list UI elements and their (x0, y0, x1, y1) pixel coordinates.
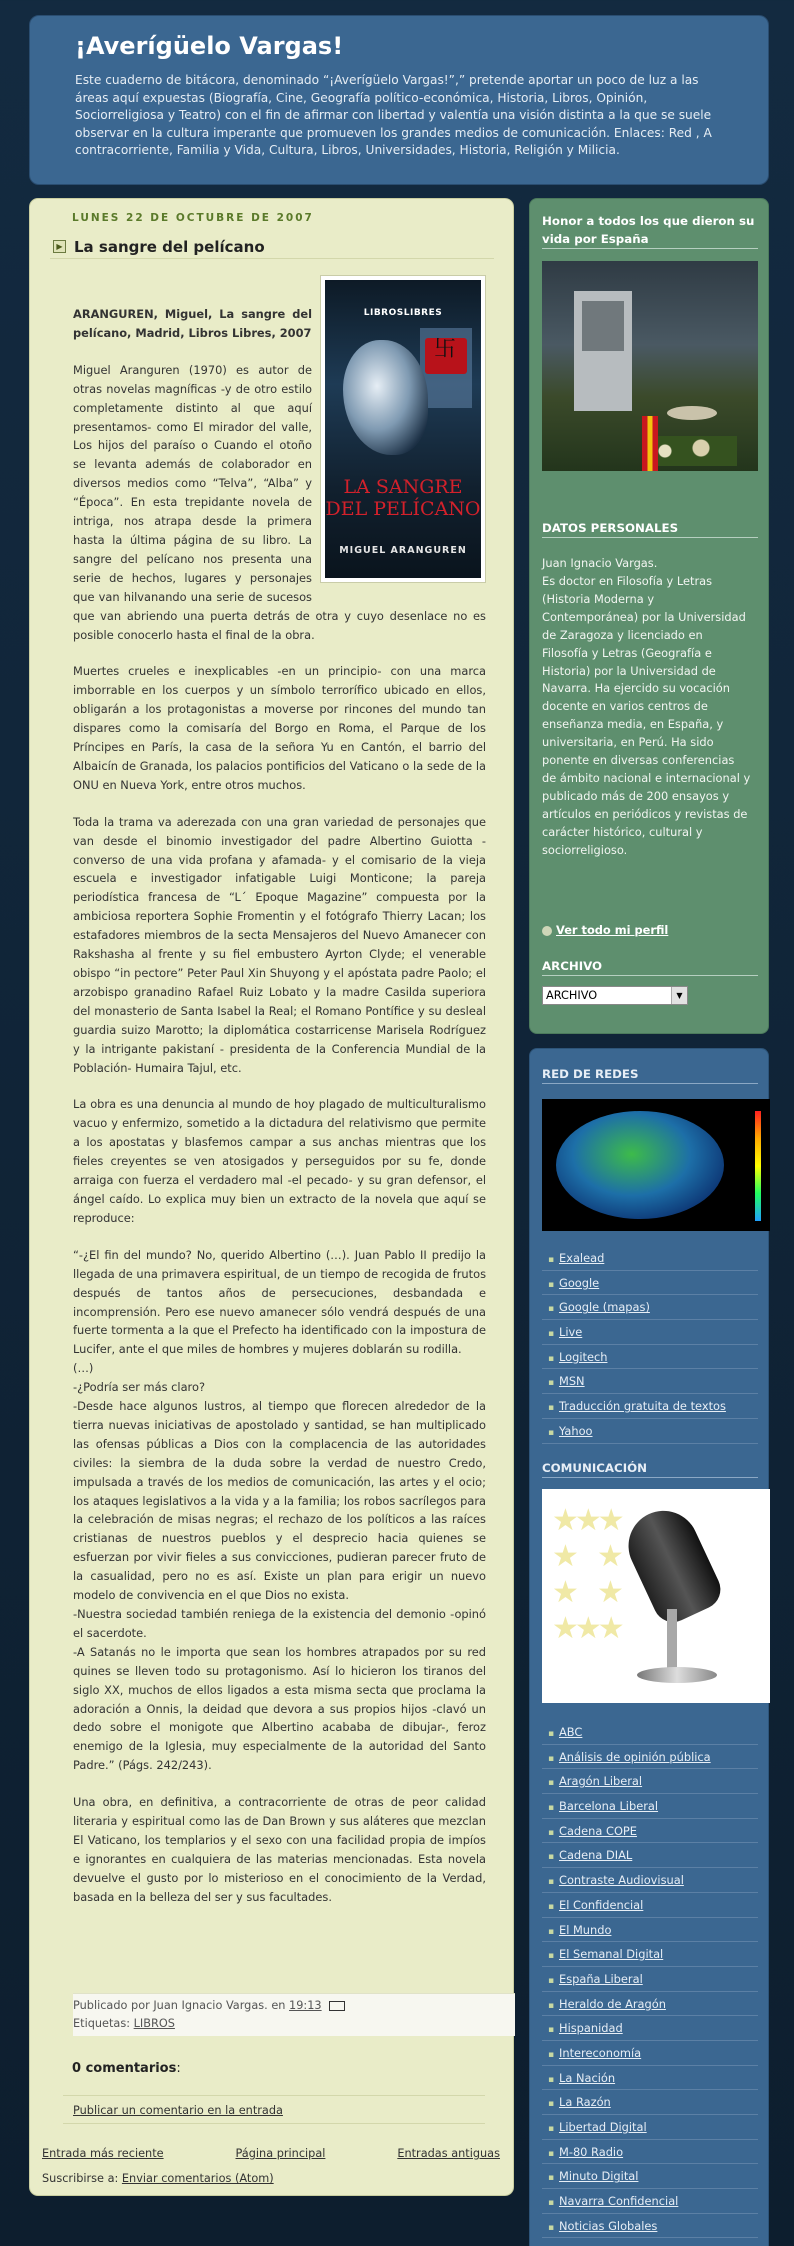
sidebar-links-box (529, 1048, 769, 2246)
quote-line: -Desde hace algunos lustros, al tiempo que florecen alrededor de la tierra nuevas iniciativas de apostolado y santidad, se han multiplicado las ofensas públicas a Dios con la complacencia de las autoridades civiles: la siembra de la duda sobre la verdad de nuestro Credo, impulsada a través de los medios de comunicación, las artes y el ocio; los ataques legislativos a la vida y a la familia; los robos sacrílegos para la celebración de misas negras; el rechazo de los políticos a las raíces cristianas de nuestros pueblos y el desprecio hacia quienes se esfuerzan por vivir fieles a sus convicciones, pudieran parecer fruto de la casualidad, pero no es así. Existe un plan para erigir un nuevo modelo de convivencia en el que Dios no exista. (73, 1399, 486, 1603)
personal-data-title: DATOS PERSONALES (542, 519, 758, 538)
bullet-icon: ▪ (548, 2074, 555, 2085)
blog-title[interactable]: ¡Averígüelo Vargas! (75, 32, 344, 60)
bullet-icon: ▪ (548, 1279, 555, 1290)
comunicacion-link[interactable]: El Confidencial (559, 1897, 644, 1912)
feed-prefix: Suscribirse a: (42, 2172, 119, 2185)
bullet-icon: ▪ (548, 1329, 555, 1340)
comunicacion-link[interactable]: La Nación (559, 2070, 616, 2085)
bullet-icon: ▪ (548, 2148, 555, 2159)
quote-line: -¿Podría ser más claro? (73, 1380, 205, 1395)
bullet-icon: ▪ (548, 1975, 555, 1986)
archive-title: ARCHIVO (542, 957, 758, 976)
main-column (29, 198, 514, 2196)
comunicacion-link[interactable]: Aragón Liberal (559, 1774, 643, 1789)
list-item (542, 2115, 758, 2140)
archive-dropdown-value: ARCHIVO (546, 989, 598, 1002)
redes-links (542, 1246, 758, 1444)
comunicacion-link[interactable]: El Semanal Digital (559, 1947, 664, 1962)
list-item (542, 1942, 758, 1967)
bullet-icon: ▪ (548, 2124, 555, 2134)
chevron-down-icon[interactable]: ▼ (671, 987, 687, 1004)
comunicacion-link[interactable]: Contraste Audiovisual (559, 1873, 684, 1888)
comunicacion-link[interactable]: Barcelona Liberal (559, 1799, 659, 1814)
comunicacion-link[interactable]: Hispanidad (559, 2021, 623, 2036)
book-cover-image[interactable] (320, 275, 486, 583)
older-posts-link[interactable]: Entradas antiguas (397, 2147, 500, 2160)
atom-feed-link[interactable]: Enviar comentarios (Atom) (121, 2172, 274, 2185)
bullet-icon: ▪ (548, 1378, 555, 1389)
post-paragraph: Una obra, en definitiva, a contracorriente de otras de peor calidad literaria y espiritual como las de Dan Brown y sus aláteres que mezclan El Vaticano, los templarios y el sexo con una facilidad propia de impíos e ignorantes en cualquiera de las materias mencionadas. Esta novela devuelve el gusto por lo misterioso en el conocimiento de la Verdad, basada en la belleza del ser y sus facultades. (73, 1795, 486, 1904)
list-item (542, 1843, 758, 1868)
list-item (542, 1394, 758, 1419)
bullet-icon: ▪ (548, 1729, 555, 1739)
comunicacion-link[interactable]: M-80 Radio (559, 2144, 624, 2159)
comunicacion-link[interactable]: Heraldo de Aragón (559, 1996, 666, 2011)
quote-line: (…) (73, 1361, 94, 1376)
bullet-icon: ▪ (548, 1427, 555, 1438)
bullet-icon: ▪ (548, 1852, 555, 1863)
home-link[interactable]: Página principal (235, 2147, 326, 2160)
post-comment-row (63, 2095, 485, 2124)
post-title-row (50, 235, 494, 259)
redes-link[interactable]: MSN (559, 1374, 585, 1389)
bullet-icon: ▪ (548, 2173, 555, 2184)
swastika-window-icon (425, 338, 467, 374)
comunicacion-link[interactable]: Cadena COPE (559, 1823, 637, 1838)
redes-title: RED DE REDES (542, 1065, 758, 1084)
person-icon (542, 926, 552, 936)
comunicacion-title: COMUNICACIÓN (542, 1459, 758, 1478)
memorial-photo (542, 261, 758, 471)
profile-bio: Es doctor en Filosofía y Letras (Historia Moderna y Contemporánea) por la Universidad de Zaragoza y licenciado en Filosofía y Letras (Geografía e Historia) por la Universidad de Navarra. Ha ejercido su vocación docente en varios centros de enseñanza media, en España, y universitaria, en Perú. Ha sido ponente en diversas conferencias de ámbito nacional e internacional y publicado más de 200 ensayos y artículos en periódicos y revistas de carácter histórico, cultural y sociorreligioso. (542, 574, 751, 857)
book-reference: ARANGUREN, Miguel, La sangre del pelícano, Madrid, Libros Libres, 2007 (73, 307, 312, 340)
list-item (542, 1271, 758, 1296)
quote-line: “-¿El fin del mundo? No, querido Albertino (…). Juan Pablo II predijo la llegada de una primavera espiritual, de un tiempo de recogida de frutos después de tantos años de persecuciones, desbandada e incomprensión. Pero ese nuevo amanecer sólo vendrá después de una fuerte tormenta a la que el Prefecto ha identificado con la impostura de Lucifer, ante el que miles de hombres y mujeres doblarán su rodilla. (73, 1247, 486, 1357)
bullet-icon: ▪ (548, 2025, 555, 2036)
bullet-icon: ▪ (548, 1877, 555, 1888)
view-profile-link[interactable]: Ver todo mi perfil (556, 923, 669, 937)
post-comment-link[interactable]: Publicar un comentario en la entrada (73, 2104, 283, 2117)
comunicacion-link[interactable]: Navarra Confidencial (559, 2194, 679, 2209)
redes-link[interactable]: Yahoo (559, 1423, 593, 1438)
comments-heading (72, 2061, 181, 2076)
redes-link[interactable]: Traducción gratuita de textos (559, 1399, 726, 1414)
redes-link[interactable]: Google (mapas) (559, 1300, 650, 1315)
comunicacion-link[interactable]: ABC (559, 1725, 583, 1739)
book-cover-author: MIGUEL ARANGUREN (339, 545, 467, 556)
bullet-icon: ▪ (548, 1778, 555, 1789)
list-item (542, 2041, 758, 2066)
redes-link[interactable]: Live (559, 1325, 583, 1340)
list-item (542, 2066, 758, 2091)
label-link[interactable]: LIBROS (133, 2017, 175, 2030)
list-item (542, 1893, 758, 1918)
list-item (542, 1967, 758, 1992)
bullet-icon: ▪ (548, 1304, 555, 1315)
list-item (542, 1769, 758, 1794)
comunicacion-link[interactable]: Intereconomía (559, 2045, 642, 2060)
feed-links (42, 2172, 274, 2185)
post-paragraph: Toda la trama va aderezada con una gran variedad de personajes que van desde el binomio investigador del padre Albertino Guiotta -converso de una vida profana y afamada- y el comisario de la vieja escuela e investigador infatigable Luigi Monticone; la pareja periodística francesa de “L´ Epoque Magazine” compuesta por la ambiciosa reportera Sophie Fromentin y el fotógrafo Thierry Lacan; los estafadores miembros de la secta Mensajeros del Nuevo Amanecer con Rakshasha al frente y su fiel embustero Ayrton Clyde; el venerable obispo “in pectore” Peter Paul Xin Shuyong y el apóstata padre Paolo; el arzobispo granadino Rafael Ruiz Lobato y la madre Casilda superiora del monasterio de Santa Isabel la Real; el Romano Pontífice y su desleal guardia suizo Marotto; la diplomática costarricense Marisela Rodríguez y la intrigante pakistaní - presidenta de la Conferencia Mundial de la Población- Humaira Tajul, etc. (73, 814, 486, 1075)
bullet-icon: ▪ (548, 1255, 555, 1265)
archive-dropdown[interactable] (542, 986, 688, 1005)
newer-post-link[interactable]: Entrada más reciente (42, 2147, 164, 2160)
redes-link[interactable]: Google (559, 1275, 600, 1290)
profile-link-row (542, 923, 668, 937)
comunicacion-link[interactable]: La Razón (559, 2095, 611, 2110)
bullet-icon: ▪ (548, 1926, 555, 1937)
bullet-icon: ▪ (548, 2049, 555, 2060)
post-title[interactable]: La sangre del pelícano (74, 237, 265, 256)
bullet-icon: ▪ (548, 1353, 555, 1364)
email-post-icon[interactable] (329, 2001, 345, 2011)
labels-prefix: Etiquetas: (73, 2017, 131, 2030)
list-item (542, 1868, 758, 1893)
bullet-icon: ▪ (548, 1803, 555, 1814)
post-body (73, 275, 486, 1925)
quote-line: -Nuestra sociedad también reniega de la existencia del demonio -opinó el sacerdote. (73, 1607, 486, 1640)
microphone-image: ★★★ ★ ★ ★ ★ ★★★ (542, 1489, 770, 1703)
post-paragraph: La obra es una denuncia al mundo de hoy plagado de multiculturalismo vacuo y enfermizo, sometido a la dictadura del relativismo que permite a los apostatas y blasfemos campar a sus anchas mientras que los fieles creyentes se ven atosigados y perseguidos por su fe, donde arraiga con fuerza el verdadero mal -el pecado- y su gran defensor, el ángel caído. Lo explica muy bien un extracto de la novela que aquí se reproduce: (73, 1097, 486, 1225)
bullet-icon: ▪ (548, 1403, 555, 1414)
honor-title: Honor a todos los que dieron su vida por España (542, 212, 758, 249)
book-cover-title: LA SANGRE DEL PELÍCANO (325, 476, 481, 520)
post-paragraph: Muertes crueles e inexplicables -en un principio- con una marca imborrable en los cuerpos y un símbolo terrorífico ubicado en ellos, obligarán a los protagonistas a moverse por rincones del mundo tan dispares como la comisaría del Borgo en Roma, el Parque de los Príncipes en París, la casa de la señora Yu en Cantón, el barrio del Albaicín de Granada, los palacios pontificios del Vaticano o la sede de la ONU en Nueva York, entre otros muchos. (73, 664, 486, 792)
comments-count: 0 comentarios (72, 2061, 177, 2076)
profile-name: Juan Ignacio Vargas. (542, 556, 658, 570)
list-item (542, 1720, 758, 1745)
bullet-icon: ▪ (548, 1901, 555, 1912)
list-item (542, 1419, 758, 1444)
quote-line: -A Satanás no le importa que sean los hombres atrapados por su red quines se lleven todo su protagonismo. Así lo hicieron los tiranos del siglo XX, muchos de ellos ligados a esta misma secta que proclama la adoración a Onnis, la deidad que devora a sus propios hijos -clavó un dedo sobre el monigote que Albertino acababa de dibujar-, feroz enemigo de la Iglesia, muy especialmente de la autoridad del Santo Padre.” (Págs. 242/243). (73, 1644, 486, 1773)
list-item (542, 1745, 758, 1770)
list-item (542, 1819, 758, 1844)
comments-heading-suffix: : (176, 2061, 181, 2076)
bullet-icon: ▪ (548, 2222, 555, 2233)
bullet-icon: ▪ (548, 2099, 555, 2110)
list-item (542, 2140, 758, 2165)
sidebar-profile-box (529, 198, 769, 1034)
spain-flag-icon (642, 416, 658, 471)
comunicacion-link[interactable]: Noticias Globales (559, 2218, 658, 2233)
comunicacion-link[interactable]: Análisis de opinión pública (559, 1749, 711, 1764)
comunicacion-link[interactable]: El Mundo (559, 1922, 612, 1937)
globe-network-image (542, 1099, 770, 1231)
blog-pager (42, 2147, 500, 2160)
list-item (542, 2016, 758, 2041)
comunicacion-links (542, 1720, 758, 2238)
bullet-icon: ▪ (548, 1951, 555, 1962)
list-item (542, 1992, 758, 2017)
list-item (542, 1295, 758, 1320)
post-footer (73, 1993, 515, 2036)
comunicacion-link[interactable]: Minuto Digital (559, 2169, 639, 2184)
bullet-icon: ▪ (548, 1827, 555, 1838)
list-item (542, 2214, 758, 2239)
list-item (542, 1320, 758, 1345)
list-item (542, 1246, 758, 1271)
list-item (542, 1918, 758, 1943)
list-item (542, 1369, 758, 1394)
comunicacion-link[interactable]: Cadena DIAL (559, 1848, 633, 1863)
arrow-right-icon: ▶ (53, 240, 66, 253)
book-publisher-logo: LIBROSLIBRES (363, 308, 443, 318)
redes-link[interactable]: Exalead (559, 1251, 605, 1265)
post-date: LUNES 22 DE OCTUBRE DE 2007 (72, 212, 314, 224)
list-item (542, 2189, 758, 2214)
list-item (542, 1345, 758, 1370)
bullet-icon: ▪ (548, 2000, 555, 2011)
post-timestamp-link[interactable]: 19:13 (289, 1999, 322, 2012)
bullet-icon: ▪ (548, 1753, 555, 1764)
list-item (542, 2164, 758, 2189)
redes-link[interactable]: Logitech (559, 1349, 608, 1364)
comunicacion-link[interactable]: España Liberal (559, 1971, 643, 1986)
post-author-line: Publicado por Juan Ignacio Vargas. en (73, 1999, 286, 2012)
list-item (542, 1794, 758, 1819)
blog-description: Este cuaderno de bitácora, denominado “¡Averígüelo Vargas!”,” pretende aportar un poco de luz a las áreas aquí expuestas (Biografía, Cine, Geografía político-económica, Historia, Libros, Opinión, Sociorreligiosa y Teatro) con el fin de afirmar con libertad y valentía una visión distinta a la que se suele observar en la cultura imperante que promueven los grandes medios de comunicación. Enlaces: Red , A contracorriente, Familia y Vida, Cultura, Libros, Universidades, Historia, Religión y Milicia. (75, 73, 712, 157)
comunicacion-link[interactable]: Libertad Digital (559, 2120, 647, 2134)
list-item (542, 2090, 758, 2115)
post-paragraph: Miguel Aranguren (1970) es autor de otras novelas magníficas -y de otro estilo completamente distinto al que aquí presentamos- como El mirador del valle, Los hijos del paraíso o Cuando el otoño se levanta además de colaborador en diversos medios como “Telva”, “Alba” y “Época”. En esta trepidante novela de intriga, nos atrapa desde la primera hasta la última página de su libro. La sangre del pelícano nos presenta una serie de hechos, lugares y personajes que van hilvanando una serie de sucesos que van abriendo una puerta detrás de otra y cuyo desenlace no es posible conocerlo hasta el final de la obra. (73, 362, 486, 642)
bullet-icon: ▪ (548, 2198, 555, 2209)
blog-header (29, 15, 769, 185)
